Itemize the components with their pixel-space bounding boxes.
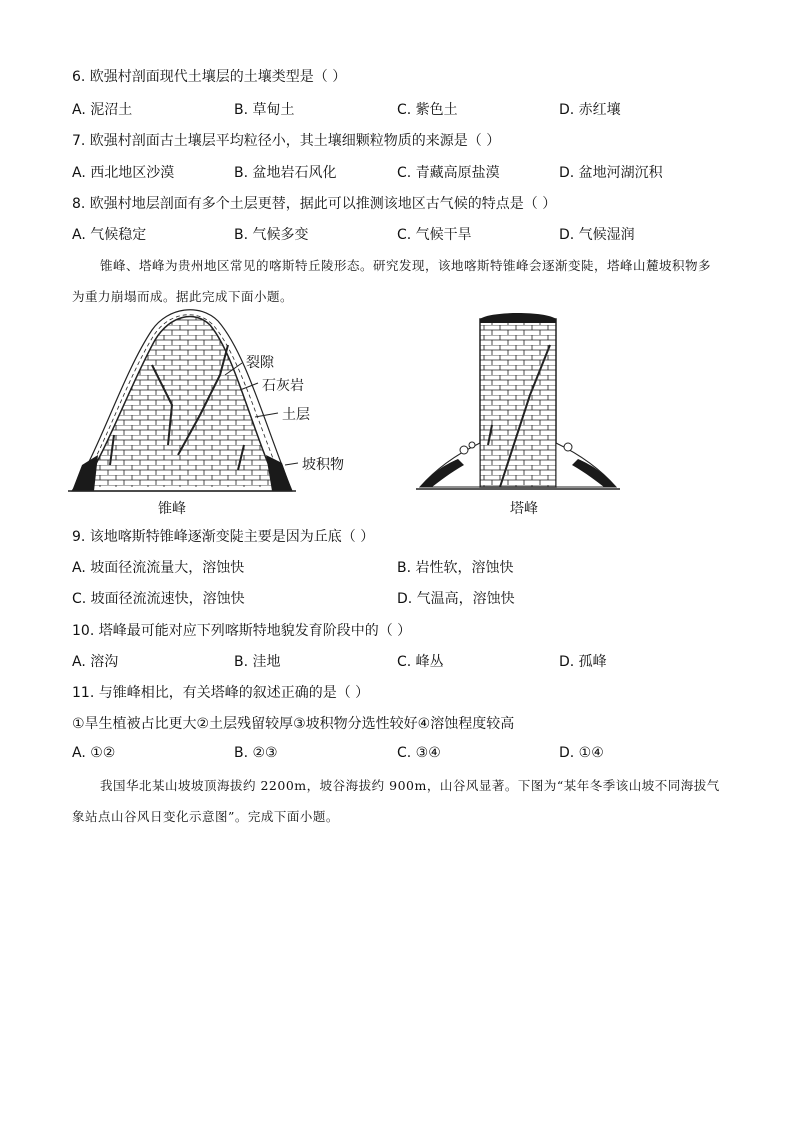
q11-option-a[interactable]: A. ①② bbox=[72, 745, 116, 761]
q10-option-a[interactable]: A. 溶沟 bbox=[72, 654, 119, 670]
q7-option-a[interactable]: A. 西北地区沙漠 bbox=[72, 165, 175, 181]
intro-paragraph-karst: 锥峰、塔峰为贵州地区常见的喀斯特丘陵形态。研究发现，该地喀斯特锥峰会逐渐变陡，塔峰山麓坡积物多为重力崩塌而成。据此完成下面小题。 bbox=[72, 258, 712, 304]
label-soil: 土层 bbox=[282, 407, 310, 423]
q7-option-b[interactable]: B. 盆地岩石风化 bbox=[234, 165, 337, 181]
caption-cone-peak: 锥峰 bbox=[158, 501, 186, 517]
cone-colluvium-left bbox=[72, 455, 98, 491]
q9-stem: 9. 该地喀斯特锥峰逐渐变陡主要是因为丘底（ ） bbox=[72, 529, 375, 545]
q7-option-c[interactable]: C. 青藏高原盐漠 bbox=[397, 165, 500, 181]
q11-option-d[interactable]: D. ①④ bbox=[559, 745, 604, 761]
label-limestone: 石灰岩 bbox=[262, 378, 304, 394]
q6-option-d[interactable]: D. 赤红壤 bbox=[559, 102, 621, 118]
caption-tower-peak: 塔峰 bbox=[510, 501, 538, 517]
q9-option-a[interactable]: A. 坡面径流流量大，溶蚀快 bbox=[72, 560, 245, 576]
q8-option-b[interactable]: B. 气候多变 bbox=[234, 227, 309, 243]
q11-option-c[interactable]: C. ③④ bbox=[397, 745, 441, 761]
q8-option-a[interactable]: A. 气候稳定 bbox=[72, 227, 147, 243]
q10-option-d[interactable]: D. 孤峰 bbox=[559, 654, 607, 670]
q6-option-b[interactable]: B. 草甸土 bbox=[234, 102, 295, 118]
q8-option-d[interactable]: D. 气候湿润 bbox=[559, 227, 635, 243]
q7-stem: 7. 欧强村剖面古土壤层平均粒径小，其土壤细颗粒物质的来源是（ ） bbox=[72, 133, 501, 149]
cone-peak-diagram bbox=[60, 305, 310, 495]
intro-paragraph-mountain-wind: 我国华北某山坡坡顶海拔约 2200m，坡谷海拔约 900m，山谷风显著。下图为“某年冬季该山坡不同海拔气象站点山谷风日变化示意图”。完成下面小题。 bbox=[72, 778, 720, 824]
q8-stem: 8. 欧强村地层剖面有多个土层更替，据此可以推测该地区古气候的特点是（ ） bbox=[72, 196, 557, 212]
q9-option-d[interactable]: D. 气温高，溶蚀快 bbox=[397, 591, 515, 607]
q10-stem: 10. 塔峰最可能对应下列喀斯特地貌发育阶段中的（ ） bbox=[72, 623, 412, 639]
q11-statements: ①旱生植被占比更大②土层残留较厚③坡积物分选性较好④溶蚀程度较高 bbox=[72, 716, 515, 732]
karst-figure bbox=[60, 305, 640, 520]
q6-stem: 6. 欧强村剖面现代土壤层的土壤类型是（ ） bbox=[72, 69, 347, 85]
tower-peak-diagram bbox=[416, 313, 620, 489]
label-colluvium: 坡积物 bbox=[302, 457, 344, 473]
q10-option-b[interactable]: B. 洼地 bbox=[234, 654, 281, 670]
label-crack: 裂隙 bbox=[246, 355, 274, 371]
q11-stem: 11. 与锥峰相比，有关塔峰的叙述正确的是（ ） bbox=[72, 685, 370, 701]
q9-option-c[interactable]: C. 坡面径流流速快，溶蚀快 bbox=[72, 591, 245, 607]
q8-option-c[interactable]: C. 气候干旱 bbox=[397, 227, 472, 243]
q9-option-b[interactable]: B. 岩性软，溶蚀快 bbox=[397, 560, 514, 576]
q11-option-b[interactable]: B. ②③ bbox=[234, 745, 278, 761]
tower-soil-cap bbox=[480, 313, 556, 323]
q6-option-c[interactable]: C. 紫色土 bbox=[397, 102, 458, 118]
q6-option-a[interactable]: A. 泥沼土 bbox=[72, 102, 133, 118]
q7-option-d[interactable]: D. 盆地河湖沉积 bbox=[559, 165, 663, 181]
q10-option-c[interactable]: C. 峰丛 bbox=[397, 654, 444, 670]
